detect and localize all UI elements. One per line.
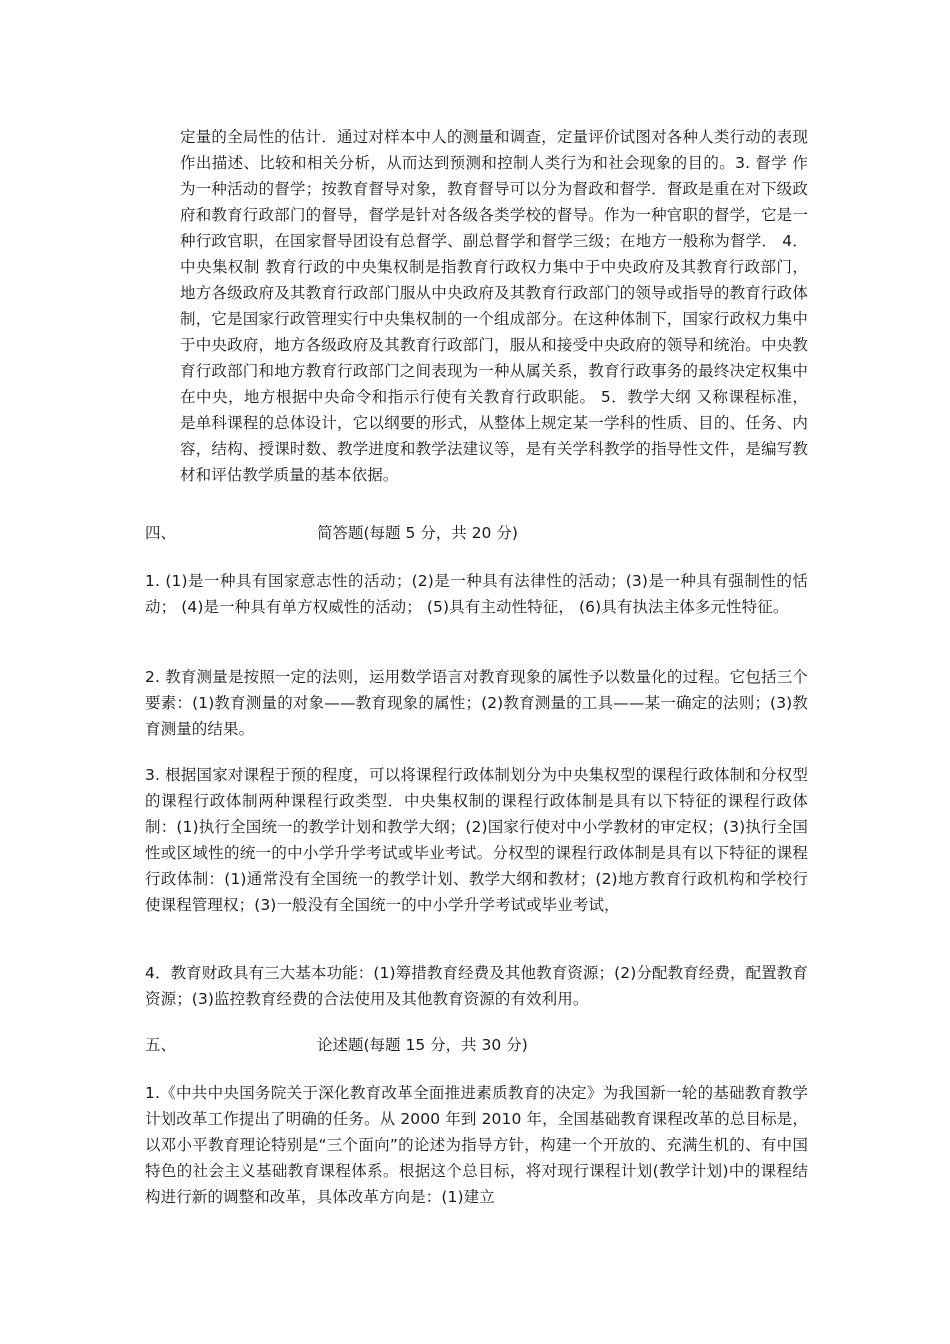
short-answer-3: 3. 根据国家对课程于预的程度，可以将课程行政体制划分为中央集权型的课程行政体制和分权型的课程行政体制两种课程行政类型．中央集权制的课程行政体制是具有以下特征的课程行政体制：(1)执行全国统一的教学计划和教学大纲；(2)国家行使对中小学教材的审定权；(3)执行全国性或区域性的统一的中小学升学考试或毕业考试。分权型的课程行政体制是具有以下特征的课程行政体制：(1)通常没有全国统一的教学计划、教学大纲和教材；(2)地方教育行政机构和学校行使课程管理权；(3)一般没有全国统一的中小学升学考试或毕业考试，	[145, 766, 808, 914]
short-answer-2: 2. 教育测量是按照一定的法则，运用数学语言对教育现象的属性予以数量化的过程。它包括三个要素：(1)教育测量的对象——教育现象的属性；(2)教育测量的工具——某一确定的法则；(3)教育测量的结果。	[145, 668, 808, 738]
section-4-number: 四、	[145, 524, 177, 542]
short-answer-1: 1. (1)是一种具有国家意志性的活动；(2)是一种具有法律性的活动；(3)是一种具有强制性的恬动； (4)是一种具有单方权威性的活动； (5)具有主动性特征， (6)具有执法主体多元性特征。	[145, 572, 808, 616]
essay-answer-1: 1.《中共中央国务院关于深化教育改革全面推进素质教育的决定》为我国新一轮的基础教育教学计划改革工作提出了明确的任务。从 2000 年到 2010 年，全国基础教育课程改革的总目标是，以邓小平教育理论特别是“三个面向”的论述为指导方针，构建一个开放的、充满生机的、有中国特色的社会主义基础教育课程体系。根据这个总目标，将对现行课程计划(教学计划)中的课程结构进行新的调整和改革，具体改革方向是：(1)建立	[145, 1084, 808, 1206]
section-4-title: 简答题(每题 5 分，共 20 分)	[317, 524, 518, 542]
section-5-title: 论述题(每题 15 分，共 30 分)	[317, 1036, 528, 1054]
section-5-number: 五、	[145, 1036, 177, 1054]
section-5-heading	[145, 1032, 528, 1058]
section-4-heading	[145, 520, 518, 546]
continuation-paragraph: 定量的全局性的估计．通过对样本中人的测量和调查，定量评价试图对各种人类行动的表现作出描述、比较和相关分析，从而达到预测和控制人类行为和社会现象的目的。3. 督学 作为一种活动的督学；按教育督导对象，教育督导可以分为督政和督学．督政是重在对下级政府和教育行政部门的督导，督学是针对各级各类学校的督导。作为一种官职的督学，它是一种行政官职，在国家督导团设有总督学、副总督学和督学三级；在地方一般称为督学． 4．中央集权制 教育行政的中央集权制是指教育行政权力集中于中央政府及其教育行政部门，地方各级政府及其教育行政部门服从中央政府及其教育行政部门的领导或指导的教育行政体制，它是国家行政管理实行中央集权制的一个组成部分。在这种体制下，国家行政权力集中于中央政府，地方各级政府及其教育行政部门，服从和接受中央政府的领导和统治。中央教育行政部门和地方教育行政部门之间表现为一种从属关系，教育行政事务的最终决定权集中在中央，地方根据中央命令和指示行使有关教育行政职能。 5．教学大纲 又称课程标准，是单科课程的总体设计，它以纲要的形式，从整体上规定某一学科的性质、目的、任务、内容，结构、授课时数、教学进度和教学法建议等，是有关学科教学的指导性文件，是编写教材和评估教学质量的基本依据。	[180, 128, 808, 484]
short-answer-4: 4．教育财政具有三大基本功能：(1)筹措教育经费及其他教育资源；(2)分配教育经费，配置教育资源；(3)监控教育经费的合法使用及其他教育资源的有效利用。	[145, 964, 808, 1008]
